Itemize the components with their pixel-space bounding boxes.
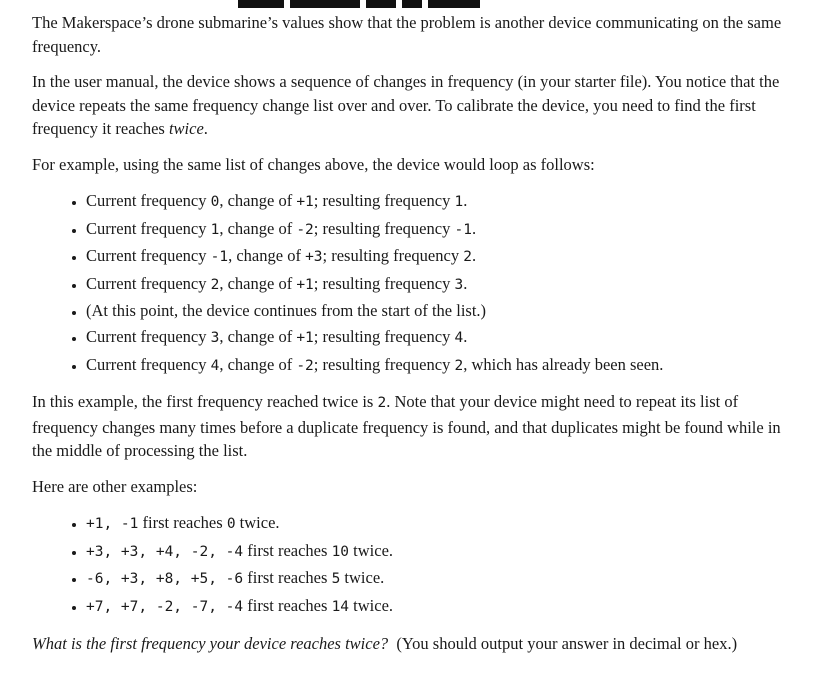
loop-steps-list	[32, 188, 784, 379]
list-item: • Current frequency 1, change of -2; resulting frequency -1.	[86, 216, 784, 244]
puzzle-description	[32, 11, 784, 667]
list-item: • Current frequency 2, change of +1; resulting frequency 3.	[86, 271, 784, 299]
list-item: • +1, -1 first reaches 0 twice.	[86, 510, 784, 538]
list-item: • Current frequency 0, change of +1; resulting frequency 1.	[86, 188, 784, 216]
intro-paragraph: The Makerspace’s drone submarine’s values show that the problem is another device communicating on the same frequency.	[32, 13, 782, 56]
list-item: • (At this point, the device continues from the start of the list.)	[86, 298, 784, 324]
manual-paragraph: In the user manual, the device shows a sequence of changes in frequency (in your starter file). You notice that the device repeats the same frequency change list over and over. To calibrate the device, you need to find the first frequency it reaches twice.	[32, 72, 780, 138]
list-item: • Current frequency 3, change of +1; resulting frequency 4.	[86, 324, 784, 352]
examples-list	[32, 510, 784, 620]
clipped-heading-remnant	[238, 0, 538, 3]
question-paragraph: What is the first frequency your device reaches twice? (You should output your answer in decimal or hex.)	[32, 633, 738, 653]
list-item: • Current frequency -1, change of +3; resulting frequency 2.	[86, 243, 784, 271]
examples-heading: Here are other examples:	[32, 476, 198, 496]
list-item: • Current frequency 4, change of -2; resulting frequency 2, which has already been seen.	[86, 352, 784, 380]
explanation-paragraph: In this example, the first frequency reached twice is 2. Note that your device might need to repeat its list of frequency changes many times before a duplicate frequency is found, and that duplicates might be found while in the middle of processing the list.	[32, 392, 781, 461]
question-emphasis: What is the first frequency your device reaches twice?	[32, 633, 389, 653]
list-item: • +3, +3, +4, -2, -4 first reaches 10 twice.	[86, 538, 784, 566]
example-intro-paragraph: For example, using the same list of changes above, the device would loop as follows:	[32, 154, 595, 174]
list-item: • -6, +3, +8, +5, -6 first reaches 5 twice.	[86, 565, 784, 593]
emphasis-twice: twice	[168, 119, 204, 138]
list-item: • +7, +7, -2, -7, -4 first reaches 14 twice.	[86, 593, 784, 621]
